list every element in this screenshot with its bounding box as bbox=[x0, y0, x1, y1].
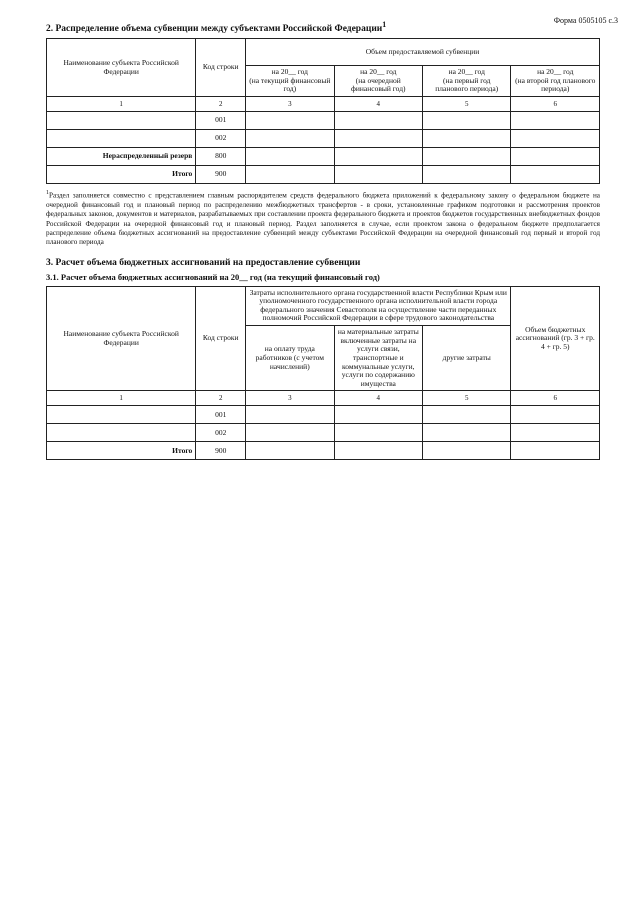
section2-title bbox=[46, 20, 600, 34]
col-number: 3 bbox=[246, 391, 334, 406]
value-cell[interactable] bbox=[423, 442, 511, 460]
col-number: 4 bbox=[334, 97, 422, 112]
col-number: 5 bbox=[423, 391, 511, 406]
row-code-cell: 001 bbox=[196, 406, 246, 424]
table-row bbox=[47, 148, 600, 166]
value-cell[interactable] bbox=[511, 130, 600, 148]
row-code-cell: 002 bbox=[196, 130, 246, 148]
value-cell[interactable] bbox=[246, 424, 334, 442]
year-label: на 20__ год bbox=[537, 67, 574, 77]
value-cell[interactable] bbox=[423, 166, 511, 184]
value-cell[interactable] bbox=[511, 112, 600, 130]
distribution-table bbox=[46, 38, 600, 184]
section2-title-text: 2. Распределение объема субвенции между субъектами Российской Федерации bbox=[46, 24, 383, 35]
year-note: (на первый год планового периода) bbox=[435, 75, 499, 94]
total-label: Итого bbox=[47, 166, 196, 184]
reserve-label: Нераспределенный резерв bbox=[47, 148, 196, 166]
subject-name-cell[interactable] bbox=[47, 112, 196, 130]
year-label: на 20__ год bbox=[271, 67, 308, 77]
value-cell[interactable] bbox=[334, 424, 422, 442]
col-year-next bbox=[334, 66, 422, 97]
calculation-header-row bbox=[47, 286, 600, 326]
value-cell[interactable] bbox=[246, 112, 334, 130]
table-row bbox=[47, 166, 600, 184]
row-code-cell: 800 bbox=[196, 148, 246, 166]
col-row-code: Код строки bbox=[196, 39, 246, 97]
col-year-plan1 bbox=[423, 66, 511, 97]
value-cell[interactable] bbox=[511, 442, 600, 460]
row-code-cell: 002 bbox=[196, 424, 246, 442]
col-total-volume: Объем бюджетных ассигнований (гр. 3 + гр. 4 + гр. 5) bbox=[511, 286, 600, 391]
section2-title-mark: 1 bbox=[382, 20, 387, 29]
distribution-header-row bbox=[47, 39, 600, 66]
col-number: 5 bbox=[423, 97, 511, 112]
col-number: 6 bbox=[511, 391, 600, 406]
value-cell[interactable] bbox=[423, 424, 511, 442]
col-salary: на оплату труда работников (с учетом начислений) bbox=[246, 326, 334, 391]
table-row bbox=[47, 112, 600, 130]
year-label: на 20__ год bbox=[360, 67, 397, 77]
col-material: на материальные затраты включенные затраты на услуги связи, транспортные и коммунальные услуги, услуги по содержанию имущества bbox=[334, 326, 422, 391]
value-cell[interactable] bbox=[246, 130, 334, 148]
value-cell[interactable] bbox=[246, 166, 334, 184]
col-subject-name: Наименование субъекта Российской Федерации bbox=[47, 39, 196, 97]
col-year-plan2 bbox=[511, 66, 600, 97]
subject-name-cell[interactable] bbox=[47, 424, 196, 442]
value-cell[interactable] bbox=[246, 442, 334, 460]
col-number: 2 bbox=[196, 97, 246, 112]
value-cell[interactable] bbox=[334, 406, 422, 424]
table-row bbox=[47, 424, 600, 442]
table-row bbox=[47, 442, 600, 460]
col-expenses-group: Затраты исполнительного органа государственной власти Республики Крым или уполномоченного государственного органа исполнительной власти города федерального значения Севастополя на осуществление части переданных полномочий Российской Федерации в сфере трудового законодательства bbox=[246, 286, 511, 326]
value-cell[interactable] bbox=[334, 166, 422, 184]
value-cell[interactable] bbox=[511, 424, 600, 442]
value-cell[interactable] bbox=[511, 148, 600, 166]
value-cell[interactable] bbox=[423, 148, 511, 166]
col-number: 1 bbox=[47, 391, 196, 406]
calculation-table bbox=[46, 286, 600, 461]
col-number: 4 bbox=[334, 391, 422, 406]
subject-name-cell[interactable] bbox=[47, 406, 196, 424]
table-row bbox=[47, 130, 600, 148]
value-cell[interactable] bbox=[246, 148, 334, 166]
col-number: 6 bbox=[511, 97, 600, 112]
section3-title: 3. Расчет объема бюджетных ассигнований на предоставление субвенции bbox=[46, 257, 361, 268]
year-note: (на очередной финансовый год) bbox=[351, 75, 406, 94]
col-other: другие затраты bbox=[423, 326, 511, 391]
value-cell[interactable] bbox=[423, 112, 511, 130]
year-label: на 20__ год bbox=[448, 67, 485, 77]
col-number: 2 bbox=[196, 391, 246, 406]
col-year-current bbox=[246, 66, 334, 97]
value-cell[interactable] bbox=[334, 148, 422, 166]
col-row-code: Код строки bbox=[196, 286, 246, 391]
column-number-row bbox=[47, 391, 600, 406]
form-code: Форма 0505105 с.3 bbox=[553, 16, 618, 25]
section3-subtitle: 3.1. Расчет объема бюджетных ассигнований на 20__ год (на текущий финансовый год) bbox=[46, 271, 380, 282]
value-cell[interactable] bbox=[246, 406, 334, 424]
value-cell[interactable] bbox=[511, 406, 600, 424]
footnote bbox=[46, 190, 600, 248]
column-number-row bbox=[47, 97, 600, 112]
row-code-cell: 900 bbox=[196, 442, 246, 460]
col-number: 1 bbox=[47, 97, 196, 112]
col-subject-name: Наименование субъекта Российской Федерации bbox=[47, 286, 196, 391]
row-code-cell: 001 bbox=[196, 112, 246, 130]
value-cell[interactable] bbox=[334, 130, 422, 148]
subject-name-cell[interactable] bbox=[47, 130, 196, 148]
value-cell[interactable] bbox=[423, 130, 511, 148]
col-subvention-volume: Объем предоставляемой субвенции bbox=[246, 39, 600, 66]
footnote-text: Раздел заполняется совместно с представлением главным распорядителем средств федерального бюджета приложений к федеральному закону о федеральном бюджете на очередной финансовый год и плановый период по распределению межбюджетных трансфертов - в сроки, установленные графиком подготовки и рассмотрения проектов федеральных законов, документов и материалов, разрабатываемых при составлении проекта федерального бюджета и проектов бюджетов государственных внебюджетных фондов Российской Федерации на очередной финансовый год и плановый период. Раздел заполняется в случае, если проектом закона о федеральном бюджете предполагается распределение объема бюджетных ассигнований на предоставление субвенций между субъектами Российской Федерации на очередной финансовый год первый и второй год планового периода bbox=[46, 191, 600, 247]
year-note: (на второй год планового периода) bbox=[515, 75, 596, 94]
col-number: 3 bbox=[246, 97, 334, 112]
total-label: Итого bbox=[47, 442, 196, 460]
year-note: (на текущий финансовый год) bbox=[249, 75, 331, 94]
value-cell[interactable] bbox=[334, 112, 422, 130]
row-code-cell: 900 bbox=[196, 166, 246, 184]
value-cell[interactable] bbox=[334, 442, 422, 460]
footnote-mark: 1 bbox=[46, 190, 49, 197]
table-row bbox=[47, 406, 600, 424]
value-cell[interactable] bbox=[511, 166, 600, 184]
value-cell[interactable] bbox=[423, 406, 511, 424]
